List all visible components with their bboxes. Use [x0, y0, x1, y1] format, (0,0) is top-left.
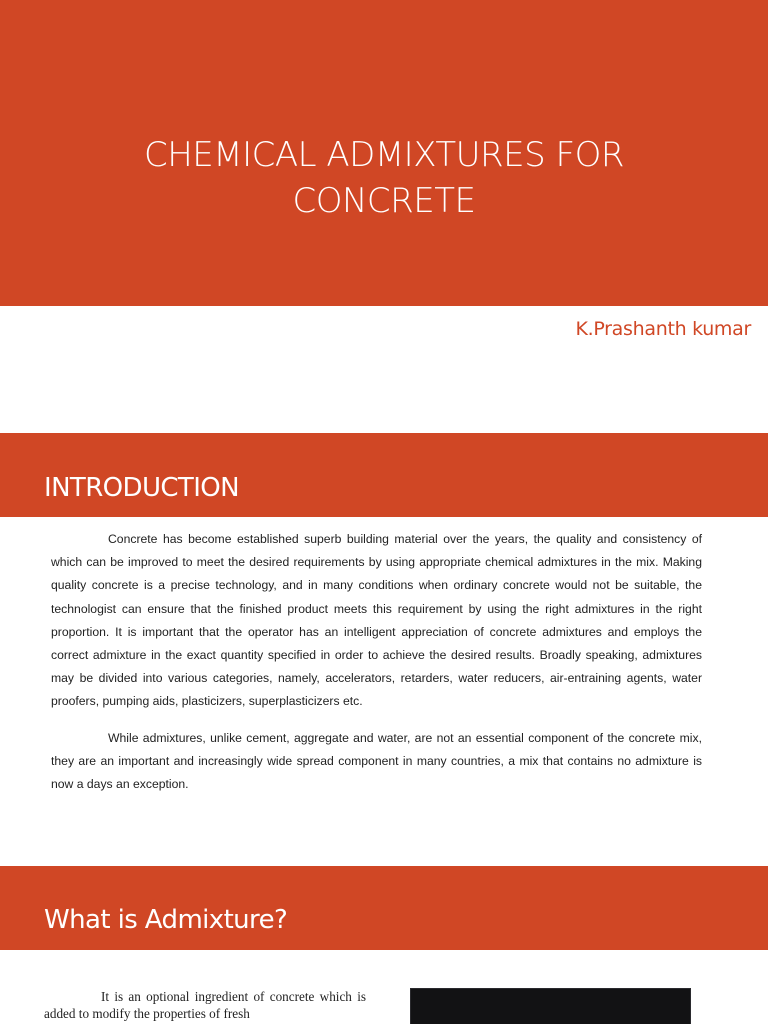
what-is-admixture-banner	[0, 866, 768, 950]
admixture-definition-text: It is an optional ingredient of concrete which is added to modify the properties of fresh	[44, 989, 366, 1021]
what-is-admixture-heading: What is Admixture?	[44, 905, 288, 935]
document-title: CHEMICAL ADMIXTURES FOR CONCRETE	[144, 135, 624, 221]
introduction-paragraph-1: Concrete has become established superb building material over the years, the quality and consistency of which can be improved to meet the desired requirements by using appropriate chemical admixtures in the mix. Making quality concrete is a precise technology, and in many conditions when ordinary concrete would not be suitable, the technologist can ensure that the finished product meets this requirement by using the right admixtures in the right proportion. It is important that the operator has an intelligent appreciation of concrete admixtures and employs the correct admixture in the exact quantity specified in order to achieve the desired results. Broadly speaking, admixtures may be divided into various categories, namely, accelerators, retarders, water reducers, air-entraining agents, water proofers, pumping aids, plasticizers, superplasticizers etc.	[51, 532, 702, 709]
admixture-photo	[410, 988, 691, 1024]
introduction-paragraph-2: While admixtures, unlike cement, aggregate and water, are not an essential component of the concrete mix, they are an important and increasingly wide spread component in many countries, a mix that contains no admixture is now a days an exception.	[51, 731, 702, 792]
author-name: K.Prashanth kumar	[575, 318, 751, 340]
introduction-heading: INTRODUCTION	[44, 473, 239, 503]
title-slide-banner	[0, 0, 768, 306]
introduction-banner	[0, 433, 768, 517]
